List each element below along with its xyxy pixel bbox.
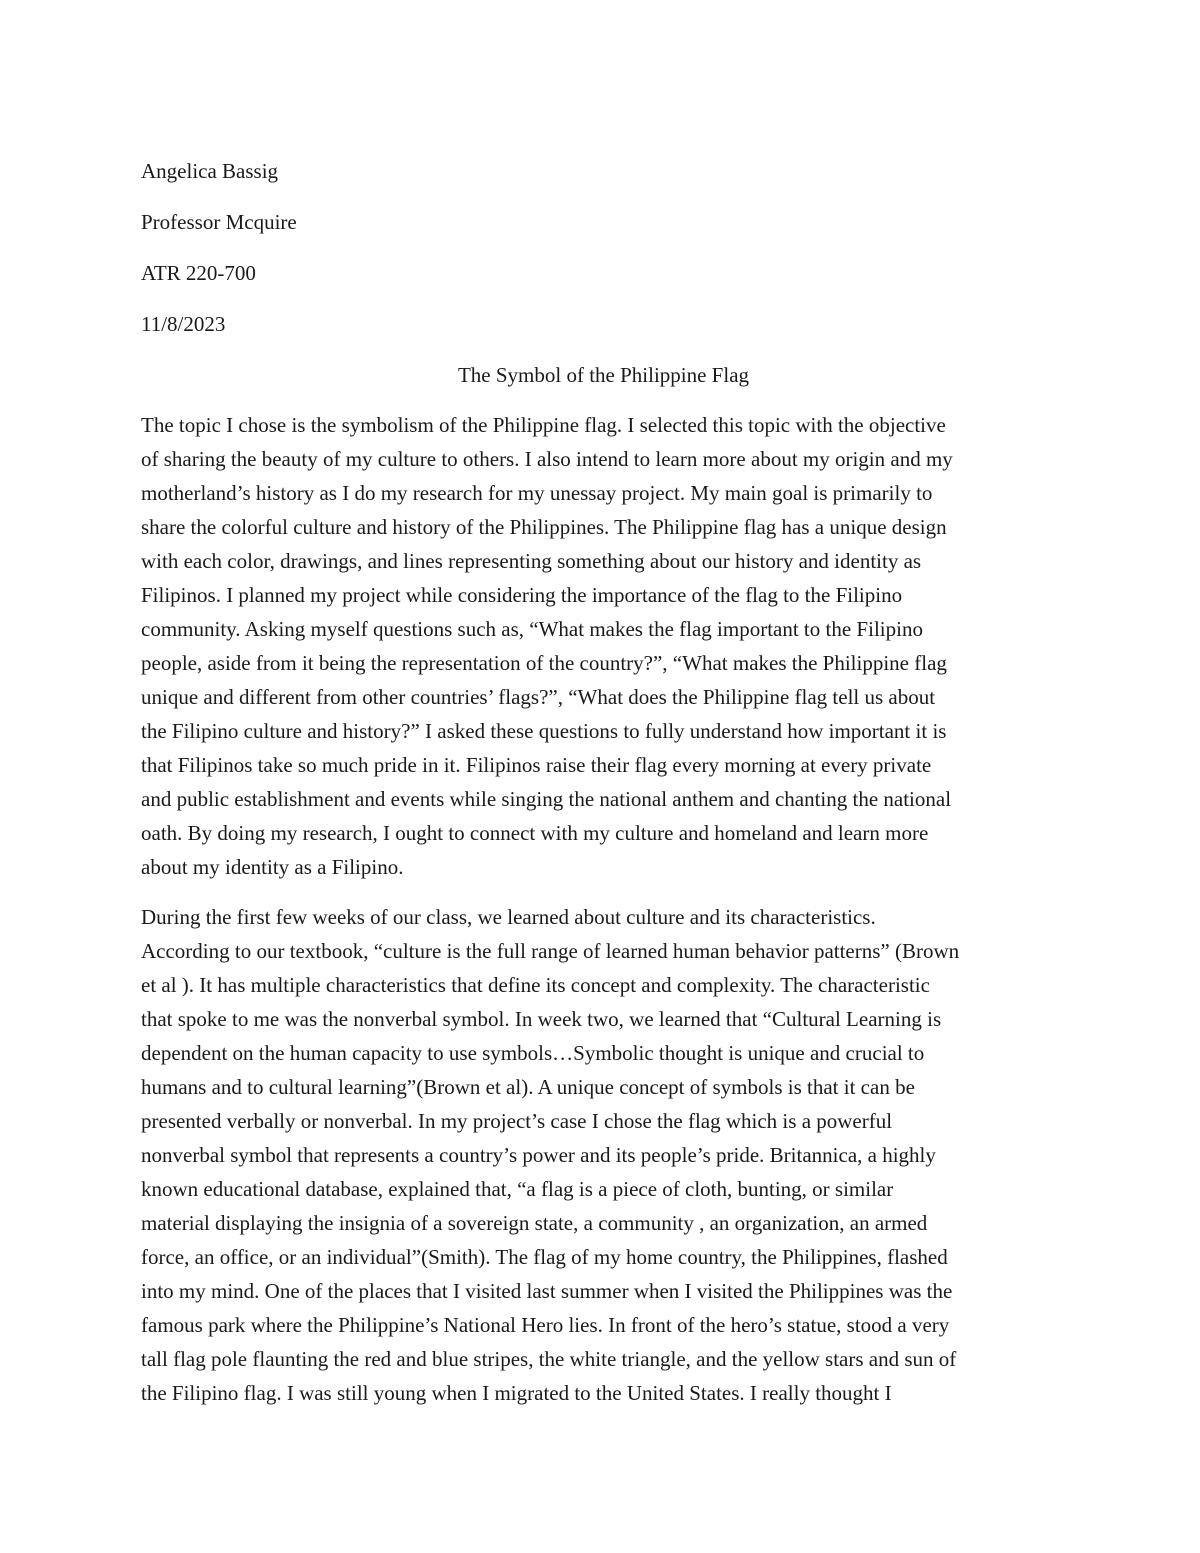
paragraph-line: that Filipinos take so much pride in it. Filipinos raise their flag every morning at every private — [141, 753, 932, 777]
paragraph-line: unique and different from other countries’ flags?”, “What does the Philippine flag tell us about — [141, 685, 936, 709]
professor-name: Professor Mcquire — [141, 210, 297, 234]
paragraph-line: nonverbal symbol that represents a country’s power and its people’s pride. Britannica, a highly — [141, 1143, 936, 1167]
paragraph-line: with each color, drawings, and lines representing something about our history and identity as — [141, 549, 922, 573]
paragraph-line: the Filipino culture and history?” I asked these questions to fully understand how important it is — [141, 719, 947, 743]
paragraph-line: and public establishment and events while singing the national anthem and chanting the national — [141, 787, 952, 811]
course-code: ATR 220-700 — [141, 261, 256, 285]
paragraph-line: humans and to cultural learning”(Brown et al). A unique concept of symbols is that it can be — [141, 1075, 915, 1099]
student-name: Angelica Bassig — [141, 159, 279, 183]
paragraph — [141, 408, 1066, 884]
paragraph-line: force, an office, or an individual”(Smith). The flag of my home country, the Philippines, flashed — [141, 1245, 948, 1269]
paragraph-line: material displaying the insignia of a sovereign state, a community , an organization, an armed — [141, 1211, 928, 1235]
essay-title: The Symbol of the Philippine Flag — [457, 363, 750, 387]
paragraph — [141, 900, 1066, 1410]
paragraph-line: people, aside from it being the representation of the country?”, “What makes the Philippine flag — [141, 651, 947, 675]
paragraph-line: tall flag pole flaunting the red and blue stripes, the white triangle, and the yellow stars and sun of — [141, 1347, 957, 1371]
paragraph-line: that spoke to me was the nonverbal symbol. In week two, we learned that “Cultural Learning is — [141, 1007, 942, 1031]
paragraph-line: According to our textbook, “culture is the full range of learned human behavior patterns” (Brown — [141, 939, 960, 963]
date: 11/8/2023 — [141, 312, 226, 336]
paragraph-line: Filipinos. I planned my project while considering the importance of the flag to the Filipino — [141, 583, 903, 607]
paragraph-line: dependent on the human capacity to use symbols…Symbolic thought is unique and crucial to — [141, 1041, 925, 1065]
document-page — [141, 154, 1066, 1426]
paragraph-line: the Filipino flag. I was still young when I migrated to the United States. I really thought I — [141, 1381, 892, 1405]
paragraph-line: about my identity as a Filipino. — [141, 855, 404, 879]
paragraph-line: motherland’s history as I do my research for my unessay project. My main goal is primarily to — [141, 481, 933, 505]
paragraph-line: known educational database, explained that, “a flag is a piece of cloth, bunting, or similar — [141, 1177, 894, 1201]
paragraph-line: oath. By doing my research, I ought to connect with my culture and homeland and learn more — [141, 821, 929, 845]
paragraph-line: community. Asking myself questions such as, “What makes the flag important to the Filipino — [141, 617, 923, 641]
paragraph-line: During the first few weeks of our class, we learned about culture and its characteristics. — [141, 905, 876, 929]
paragraph-line: share the colorful culture and history of the Philippines. The Philippine flag has a unique design — [141, 515, 947, 539]
paragraph-line: et al ). It has multiple characteristics that define its concept and complexity. The characteristic — [141, 973, 930, 997]
paragraph-line: into my mind. One of the places that I visited last summer when I visited the Philippines was the — [141, 1279, 953, 1303]
paragraph-line: of sharing the beauty of my culture to others. I also intend to learn more about my origin and my — [141, 447, 953, 471]
paragraph-line: presented verbally or nonverbal. In my project’s case I chose the flag which is a powerful — [141, 1109, 893, 1133]
paragraph-line: The topic I chose is the symbolism of the Philippine flag. I selected this topic with the objective — [141, 413, 946, 437]
paragraph-line: famous park where the Philippine’s National Hero lies. In front of the hero’s statue, stood a very — [141, 1313, 950, 1337]
